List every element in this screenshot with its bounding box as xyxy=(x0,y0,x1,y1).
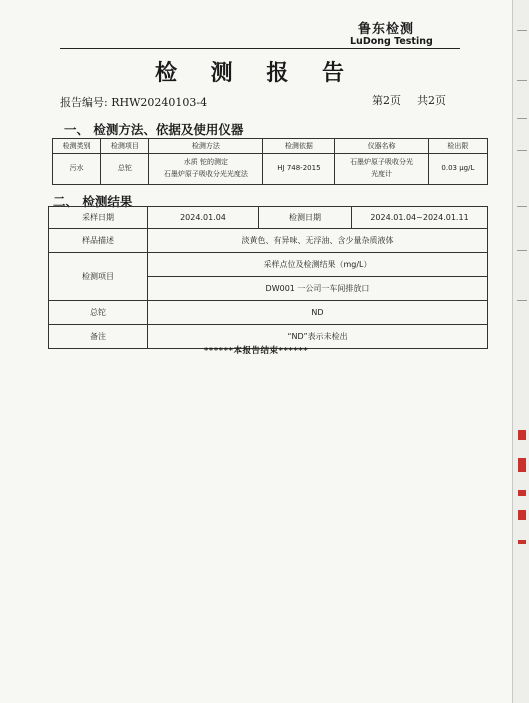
company-name-cn: 鲁东检测 xyxy=(358,22,415,37)
stamp-fragment xyxy=(518,510,526,520)
methods-table xyxy=(52,138,488,185)
table-header-row xyxy=(53,139,488,154)
page-total: 共2页 xyxy=(417,94,446,107)
page-edge-line xyxy=(517,250,527,251)
cell-category: 污水 xyxy=(53,154,101,185)
page-edge-line xyxy=(517,118,527,119)
cell-instrument xyxy=(335,154,428,185)
test-date-label: 检测日期 xyxy=(259,207,352,229)
column-header: 检出限 xyxy=(428,139,487,154)
stamp-fragment xyxy=(518,490,526,496)
page-edge-line xyxy=(517,80,527,81)
instrument-line2: 光度计 xyxy=(371,170,393,178)
page-current: 第2页 xyxy=(372,94,401,107)
cell-limit: 0.03 μg/L xyxy=(428,154,487,185)
sampling-date-value: 2024.01.04 xyxy=(148,207,259,229)
stamp-fragment xyxy=(518,458,526,472)
test-date-value: 2024.01.04~2024.01.11 xyxy=(352,207,488,229)
page-edge-line xyxy=(517,30,527,31)
section2-heading: 二、 检测结果 xyxy=(53,194,133,209)
column-header: 检测类别 xyxy=(53,139,101,154)
cell-method xyxy=(149,154,263,185)
adjacent-page-edge xyxy=(512,0,529,703)
column-header: 仪器名称 xyxy=(335,139,428,154)
column-header: 检测方法 xyxy=(149,139,263,154)
company-name-en: LuDong Testing xyxy=(350,36,433,47)
analyte-result: ND xyxy=(148,301,488,325)
point-header: 采样点位及检测结果（mg/L） xyxy=(148,253,488,277)
table-row xyxy=(49,207,488,229)
test-item-label: 检测项目 xyxy=(49,253,148,301)
sample-desc-value: 淡黄色、有异味、无浮油、含少量杂质液体 xyxy=(148,229,488,253)
instrument-line1: 石墨炉原子吸收分光 xyxy=(350,158,414,167)
cell-basis: HJ 748-2015 xyxy=(263,154,335,185)
sample-desc-label: 样品描述 xyxy=(49,229,148,253)
column-header: 检测项目 xyxy=(101,139,149,154)
sampling-date-label: 采样日期 xyxy=(49,207,148,229)
cell-item: 总铊 xyxy=(101,154,149,185)
remark-value: “ND”表示未检出 xyxy=(148,325,488,349)
document-title: 检 测 报 告 xyxy=(155,60,357,86)
header-divider xyxy=(60,48,460,49)
column-header: 检测依据 xyxy=(263,139,335,154)
table-row xyxy=(53,154,488,185)
page-edge-line xyxy=(517,150,527,151)
method-line2: 石墨炉原子吸收分光光度法 xyxy=(163,170,248,178)
analyte-label: 总铊 xyxy=(49,301,148,325)
table-row xyxy=(49,253,488,277)
report-end-line: ******本报告结束****** xyxy=(203,346,309,356)
page-edge-line xyxy=(517,300,527,301)
method-line1: 水质 铊的测定 xyxy=(183,158,229,167)
page-info xyxy=(372,92,462,108)
report-number: 报告编号: RHW20240103-4 xyxy=(60,96,208,109)
results-table xyxy=(48,206,488,349)
stamp-fragment xyxy=(518,430,526,440)
stamp-fragment xyxy=(518,540,526,544)
table-row xyxy=(49,229,488,253)
page-edge-line xyxy=(517,206,527,207)
point-name: DW001 一公司一车间排放口 xyxy=(148,277,488,301)
table-row xyxy=(49,301,488,325)
section1-heading: 一、 检测方法、依据及使用仪器 xyxy=(64,122,244,137)
remark-label: 备注 xyxy=(49,325,148,349)
